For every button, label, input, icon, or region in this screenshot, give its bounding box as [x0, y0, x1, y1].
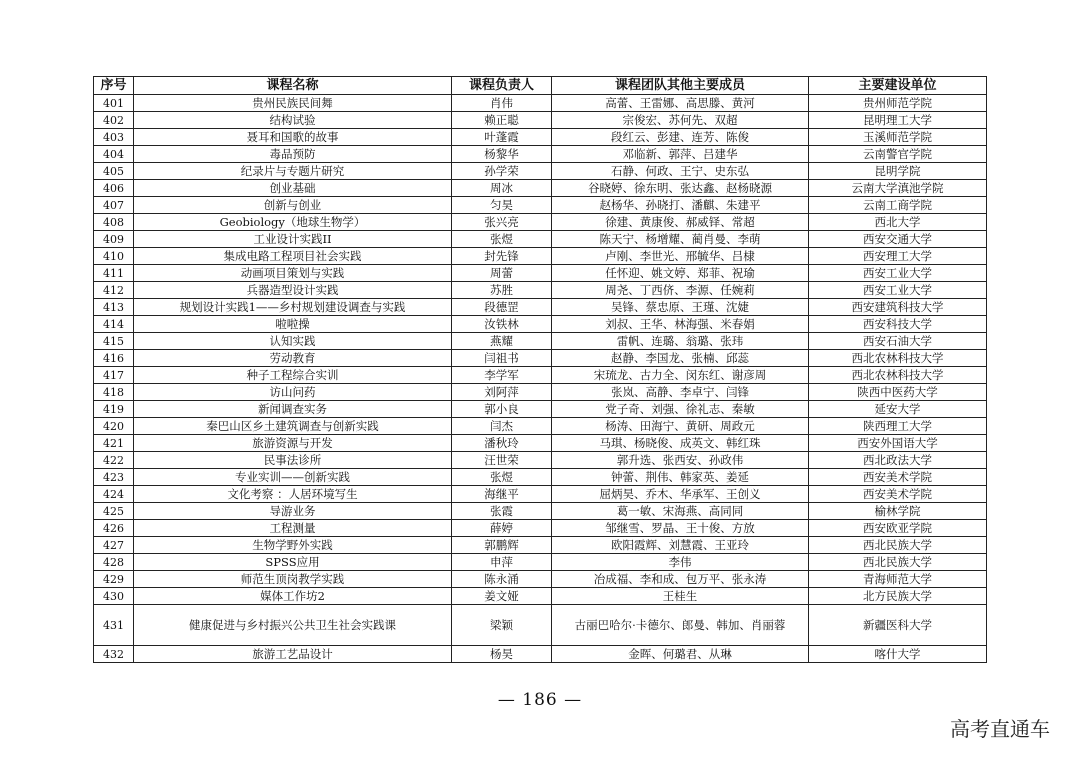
course-lead-cell: 赖正聪	[452, 112, 552, 129]
course-name-cell: 毒品预防	[134, 146, 452, 163]
institution-cell: 云南大学滇池学院	[809, 180, 987, 197]
course-lead-cell: 燕耀	[452, 333, 552, 350]
team-members-cell: 张岚、高静、李卓宁、闫锋	[552, 384, 809, 401]
table-body	[94, 95, 987, 663]
course-lead-cell: 周冰	[452, 180, 552, 197]
table-row	[94, 248, 987, 265]
table-row	[94, 197, 987, 214]
row-index-cell: 428	[94, 554, 134, 571]
course-lead-cell: 叶蓬霞	[452, 129, 552, 146]
row-index-cell: 422	[94, 452, 134, 469]
team-members-cell: 赵杨华、孙晓打、潘麒、朱建平	[552, 197, 809, 214]
institution-cell: 西北农林科技大学	[809, 367, 987, 384]
course-lead-cell: 汝铁林	[452, 316, 552, 333]
institution-cell: 西安交通大学	[809, 231, 987, 248]
course-name-cell: 新闻调查实务	[134, 401, 452, 418]
header-index: 序号	[94, 77, 134, 95]
header-team-members: 课程团队其他主要成员	[552, 77, 809, 95]
course-lead-cell: 汪世荣	[452, 452, 552, 469]
course-lead-cell: 李学军	[452, 367, 552, 384]
team-members-cell: 雷帆、连璐、翁璐、张玮	[552, 333, 809, 350]
table-row	[94, 571, 987, 588]
team-members-cell: 卢刚、李世光、邢毓华、吕棣	[552, 248, 809, 265]
course-name-cell: 创业基础	[134, 180, 452, 197]
team-members-cell: 段红云、彭建、连芳、陈俊	[552, 129, 809, 146]
team-members-cell: 刘叔、王华、林海强、米春娟	[552, 316, 809, 333]
institution-cell: 玉溪师范学院	[809, 129, 987, 146]
team-members-cell: 马琪、杨晓俊、成英文、韩红珠	[552, 435, 809, 452]
row-index-cell: 413	[94, 299, 134, 316]
institution-cell: 西安工业大学	[809, 282, 987, 299]
table-header-row	[94, 77, 987, 95]
table-row	[94, 520, 987, 537]
table-row	[94, 605, 987, 646]
course-lead-cell: 郭小良	[452, 401, 552, 418]
table-row	[94, 384, 987, 401]
course-lead-cell: 段德罡	[452, 299, 552, 316]
header-institution: 主要建设单位	[809, 77, 987, 95]
course-name-cell: 种子工程综合实训	[134, 367, 452, 384]
row-index-cell: 427	[94, 537, 134, 554]
team-members-cell: 邓临新、郭萍、吕建华	[552, 146, 809, 163]
row-index-cell: 404	[94, 146, 134, 163]
team-members-cell: 冶成福、李和成、包万平、张永涛	[552, 571, 809, 588]
table-row	[94, 333, 987, 350]
institution-cell: 西安美术学院	[809, 469, 987, 486]
course-lead-cell: 姜文娅	[452, 588, 552, 605]
course-name-cell: SPSS应用	[134, 554, 452, 571]
table-row	[94, 588, 987, 605]
course-name-cell: 兵器造型设计实践	[134, 282, 452, 299]
table-row	[94, 452, 987, 469]
course-lead-cell: 肖伟	[452, 95, 552, 112]
course-lead-cell: 封先锋	[452, 248, 552, 265]
watermark: 高考直通车	[950, 717, 1050, 741]
row-index-cell: 416	[94, 350, 134, 367]
course-name-cell: 民事法诊所	[134, 452, 452, 469]
table-row	[94, 299, 987, 316]
page-number: — 186 —	[497, 690, 583, 710]
institution-cell: 西北民族大学	[809, 554, 987, 571]
team-members-cell: 杨涛、田海宁、黄研、周政元	[552, 418, 809, 435]
row-index-cell: 415	[94, 333, 134, 350]
course-name-cell: 专业实训——创新实践	[134, 469, 452, 486]
course-lead-cell: 申萍	[452, 554, 552, 571]
course-lead-cell: 张霞	[452, 503, 552, 520]
institution-cell: 喀什大学	[809, 646, 987, 663]
institution-cell: 西安工业大学	[809, 265, 987, 282]
team-members-cell: 石静、何政、王宁、史东弘	[552, 163, 809, 180]
row-index-cell: 431	[94, 605, 134, 646]
course-lead-cell: 张煜	[452, 469, 552, 486]
row-index-cell: 426	[94, 520, 134, 537]
header-course-lead: 课程负责人	[452, 77, 552, 95]
course-name-cell: 劳动教育	[134, 350, 452, 367]
team-members-cell: 王桂生	[552, 588, 809, 605]
course-name-cell: 工程测量	[134, 520, 452, 537]
row-index-cell: 420	[94, 418, 134, 435]
team-members-cell: 李伟	[552, 554, 809, 571]
course-name-cell: 师范生顶岗教学实践	[134, 571, 452, 588]
institution-cell: 西安美术学院	[809, 486, 987, 503]
table-row	[94, 180, 987, 197]
table-row	[94, 316, 987, 333]
course-lead-cell: 海继平	[452, 486, 552, 503]
row-index-cell: 417	[94, 367, 134, 384]
team-members-cell: 吴锋、蔡忠原、王瑾、沈婕	[552, 299, 809, 316]
row-index-cell: 424	[94, 486, 134, 503]
course-lead-cell: 张兴亮	[452, 214, 552, 231]
institution-cell: 云南工商学院	[809, 197, 987, 214]
course-lead-cell: 孙学荣	[452, 163, 552, 180]
course-name-cell: 访山问药	[134, 384, 452, 401]
course-name-cell: 秦巴山区乡土建筑调查与创新实践	[134, 418, 452, 435]
table-row	[94, 486, 987, 503]
row-index-cell: 425	[94, 503, 134, 520]
table-row	[94, 554, 987, 571]
institution-cell: 西安石油大学	[809, 333, 987, 350]
course-name-cell: 健康促进与乡村振兴公共卫生社会实践课	[134, 605, 452, 646]
team-members-cell: 任怀迎、姚文婷、郑菲、祝瑜	[552, 265, 809, 282]
team-members-cell: 葛一敏、宋海燕、高同同	[552, 503, 809, 520]
row-index-cell: 419	[94, 401, 134, 418]
institution-cell: 新疆医科大学	[809, 605, 987, 646]
course-table	[93, 76, 987, 663]
team-members-cell: 金晖、何璐君、从琳	[552, 646, 809, 663]
table-row	[94, 112, 987, 129]
table-row	[94, 95, 987, 112]
course-name-cell: 贵州民族民间舞	[134, 95, 452, 112]
team-members-cell: 宋琉龙、古力全、闵东红、谢彦周	[552, 367, 809, 384]
row-index-cell: 401	[94, 95, 134, 112]
institution-cell: 西安理工大学	[809, 248, 987, 265]
team-members-cell: 邹继雪、罗晶、王十俊、方放	[552, 520, 809, 537]
institution-cell: 西安科技大学	[809, 316, 987, 333]
course-name-cell: 生物学野外实践	[134, 537, 452, 554]
institution-cell: 榆林学院	[809, 503, 987, 520]
row-index-cell: 403	[94, 129, 134, 146]
table-row	[94, 367, 987, 384]
row-index-cell: 409	[94, 231, 134, 248]
course-lead-cell: 梁颖	[452, 605, 552, 646]
course-name-cell: 纪录片与专题片研究	[134, 163, 452, 180]
course-name-cell: 结构试验	[134, 112, 452, 129]
course-name-cell: 动画项目策划与实践	[134, 265, 452, 282]
table-row	[94, 146, 987, 163]
institution-cell: 西安欧亚学院	[809, 520, 987, 537]
row-index-cell: 423	[94, 469, 134, 486]
institution-cell: 西北农林科技大学	[809, 350, 987, 367]
course-lead-cell: 苏胜	[452, 282, 552, 299]
institution-cell: 西北大学	[809, 214, 987, 231]
row-index-cell: 432	[94, 646, 134, 663]
row-index-cell: 414	[94, 316, 134, 333]
table-row	[94, 469, 987, 486]
row-index-cell: 412	[94, 282, 134, 299]
table-row	[94, 646, 987, 663]
institution-cell: 贵州师范学院	[809, 95, 987, 112]
table-row	[94, 537, 987, 554]
row-index-cell: 405	[94, 163, 134, 180]
table-row	[94, 129, 987, 146]
institution-cell: 延安大学	[809, 401, 987, 418]
course-lead-cell: 陈永涌	[452, 571, 552, 588]
course-lead-cell: 闫祖书	[452, 350, 552, 367]
table-row	[94, 282, 987, 299]
course-name-cell: 导游业务	[134, 503, 452, 520]
team-members-cell: 谷晓婷、徐东明、张达鑫、赵杨晓源	[552, 180, 809, 197]
row-index-cell: 407	[94, 197, 134, 214]
team-members-cell: 钟蕾、荆伟、韩家英、姜延	[552, 469, 809, 486]
institution-cell: 西北政法大学	[809, 452, 987, 469]
institution-cell: 昆明学院	[809, 163, 987, 180]
course-lead-cell: 闫杰	[452, 418, 552, 435]
table-row	[94, 418, 987, 435]
course-name-cell: 媒体工作坊2	[134, 588, 452, 605]
institution-cell: 云南警官学院	[809, 146, 987, 163]
table-row	[94, 265, 987, 282]
row-index-cell: 421	[94, 435, 134, 452]
institution-cell: 西北民族大学	[809, 537, 987, 554]
team-members-cell: 徐建、黄康俊、郝威铎、常超	[552, 214, 809, 231]
course-name-cell: Geobiology（地球生物学）	[134, 214, 452, 231]
header-course-name: 课程名称	[134, 77, 452, 95]
course-name-cell: 旅游工艺品设计	[134, 646, 452, 663]
team-members-cell: 陈天宁、杨增耀、蔺肖曼、李萌	[552, 231, 809, 248]
team-members-cell: 高蕾、王雷娜、高思滕、黄河	[552, 95, 809, 112]
course-name-cell: 集成电路工程项目社会实践	[134, 248, 452, 265]
course-name-cell: 规划设计实践1——乡村规划建设调查与实践	[134, 299, 452, 316]
table-row	[94, 214, 987, 231]
row-index-cell: 406	[94, 180, 134, 197]
team-members-cell: 欧阳霞辉、刘慧霞、王亚玲	[552, 537, 809, 554]
course-lead-cell: 杨黎华	[452, 146, 552, 163]
course-lead-cell: 杨昊	[452, 646, 552, 663]
team-members-cell: 郭升选、张西安、孙政伟	[552, 452, 809, 469]
course-lead-cell: 匀昊	[452, 197, 552, 214]
row-index-cell: 429	[94, 571, 134, 588]
row-index-cell: 418	[94, 384, 134, 401]
course-name-cell: 聂耳和国歌的故事	[134, 129, 452, 146]
course-lead-cell: 张煜	[452, 231, 552, 248]
course-name-cell: 认知实践	[134, 333, 452, 350]
table-row	[94, 231, 987, 248]
institution-cell: 陕西中医药大学	[809, 384, 987, 401]
team-members-cell: 屈炳昊、乔木、华承军、王创义	[552, 486, 809, 503]
course-lead-cell: 周蕾	[452, 265, 552, 282]
course-name-cell: 创新与创业	[134, 197, 452, 214]
table-row	[94, 401, 987, 418]
row-index-cell: 430	[94, 588, 134, 605]
course-name-cell: 文化考察 ：人居环境写生	[134, 486, 452, 503]
table-row	[94, 503, 987, 520]
course-name-cell: 工业设计实践II	[134, 231, 452, 248]
team-members-cell: 赵静、李国龙、张楠、邱蕊	[552, 350, 809, 367]
team-members-cell: 党子奇、刘强、徐礼志、秦敏	[552, 401, 809, 418]
course-lead-cell: 刘阿萍	[452, 384, 552, 401]
table-row	[94, 163, 987, 180]
course-lead-cell: 薛婷	[452, 520, 552, 537]
team-members-cell: 周尧、丁西侪、李源、任婉莉	[552, 282, 809, 299]
team-members-cell: 宗俊宏、苏何先、双超	[552, 112, 809, 129]
row-index-cell: 402	[94, 112, 134, 129]
row-index-cell: 408	[94, 214, 134, 231]
row-index-cell: 410	[94, 248, 134, 265]
institution-cell: 西安外国语大学	[809, 435, 987, 452]
course-name-cell: 旅游资源与开发	[134, 435, 452, 452]
institution-cell: 青海师范大学	[809, 571, 987, 588]
institution-cell: 陕西理工大学	[809, 418, 987, 435]
table-row	[94, 435, 987, 452]
team-members-cell: 古丽巴哈尔·卡德尔、郎曼、韩加、肖丽蓉	[552, 605, 809, 646]
institution-cell: 西安建筑科技大学	[809, 299, 987, 316]
course-lead-cell: 潘秋玲	[452, 435, 552, 452]
institution-cell: 北方民族大学	[809, 588, 987, 605]
institution-cell: 昆明理工大学	[809, 112, 987, 129]
course-lead-cell: 郭鹏辉	[452, 537, 552, 554]
table-row	[94, 350, 987, 367]
row-index-cell: 411	[94, 265, 134, 282]
course-name-cell: 啦啦操	[134, 316, 452, 333]
